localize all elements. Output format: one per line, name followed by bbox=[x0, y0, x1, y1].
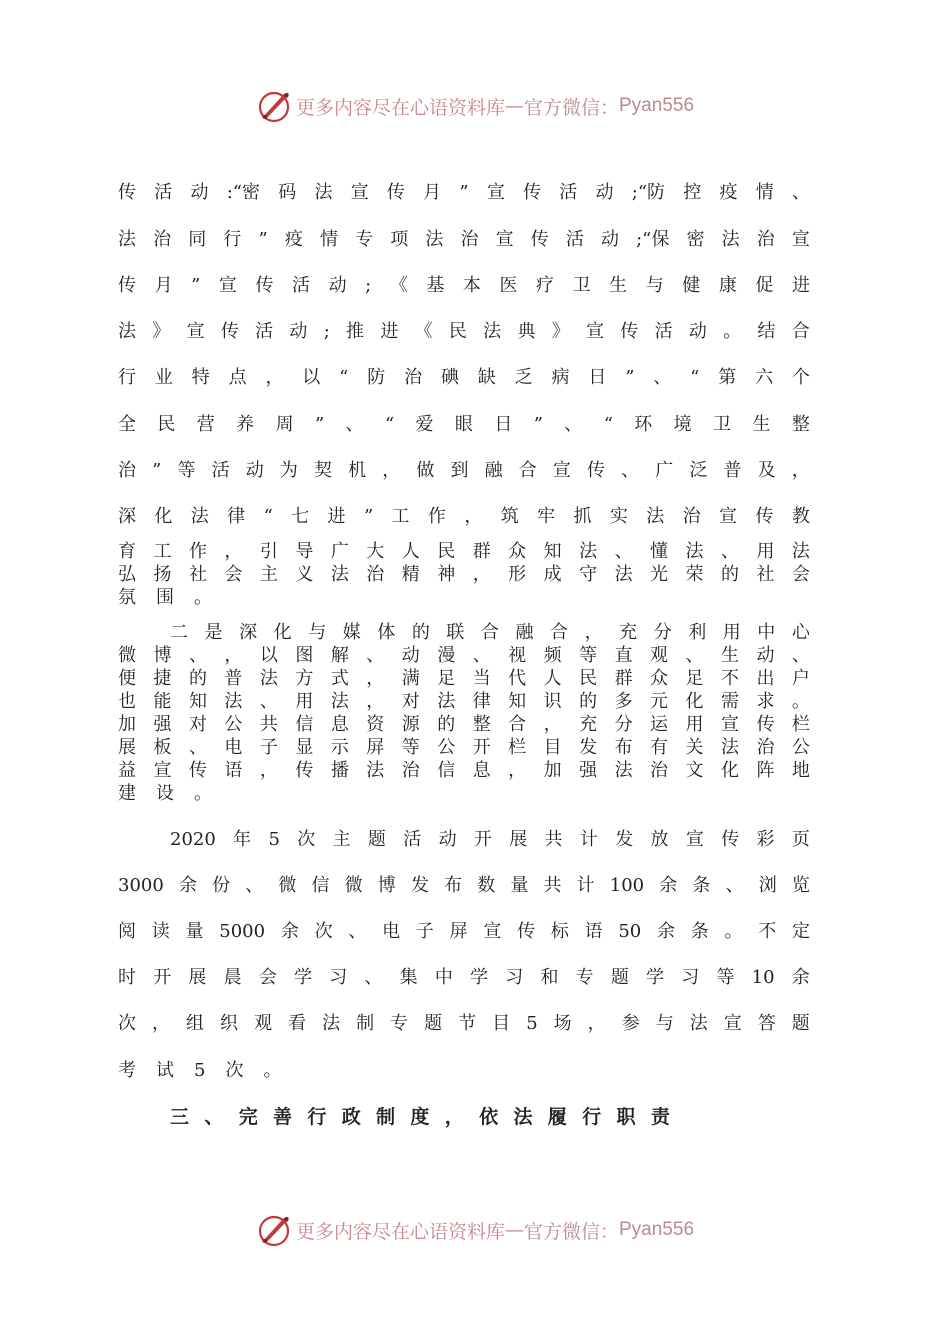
footer-banner bbox=[0, 1208, 950, 1252]
text-line: 2020 年 5 次 主 题 活 动 开 展 共 计 发 放 宣 传 彩 页 bbox=[170, 829, 810, 850]
text-line: 深 化 法 律 “ 七 进 ” 工 作 ， 筑 牢 抓 实 法 治 宣 传 教 bbox=[118, 506, 810, 527]
footer-banner-wechat-label: 官方微信： bbox=[523, 1220, 619, 1243]
text-line: 传 活 动 :“密 码 法 宣 传 月 ” 宣 传 活 动 ;“防 控 疫 情 、 bbox=[118, 182, 810, 203]
text-line: 微 博 、 ， 以 图 解 、 动 漫 、 视 频 等 直 观 、 生 动 、 bbox=[118, 645, 810, 666]
banner-separator: — bbox=[504, 95, 524, 117]
section-heading: 三 、 完 善 行 政 制 度 ， 依 法 履 行 职 责 bbox=[170, 1106, 670, 1128]
text-line: 氛 围 。 bbox=[118, 587, 212, 608]
text-line: 时 开 展 晨 会 学 习 、 集 中 学 习 和 专 题 学 习 等 10 余 bbox=[118, 967, 810, 988]
text-line: 传 月 ” 宣 传 活 动 ; 《 基 本 医 疗 卫 生 与 健 康 促 进 bbox=[118, 275, 810, 296]
quill-logo-icon bbox=[256, 1212, 292, 1248]
text-line: 也 能 知 法 、 用 法 ， 对 法 律 知 识 的 多 元 化 需 求 。 bbox=[118, 691, 810, 712]
banner-title: 更多内容尽在心语资料库 bbox=[295, 96, 505, 119]
text-line: 考 试 5 次 。 bbox=[118, 1060, 282, 1081]
footer-banner-wechat-id: Pyan556 bbox=[619, 1219, 695, 1240]
text-line: 益 宣 传 语 ， 传 播 法 治 信 息 ， 加 强 法 治 文 化 阵 地 bbox=[118, 760, 810, 781]
text-line: 次 ， 组 织 观 看 法 制 专 题 节 目 5 场 ， 参 与 法 宣 答 题 bbox=[118, 1013, 810, 1034]
banner-wechat-label: 官方微信： bbox=[523, 96, 619, 119]
quill-logo-icon bbox=[256, 88, 292, 124]
text-line: 便 捷 的 普 法 方 式 ， 满 足 当 代 人 民 群 众 足 不 出 户 bbox=[118, 668, 810, 689]
text-line: 法 治 同 行 ” 疫 情 专 项 法 治 宣 传 活 动 ;“保 密 法 治 宣 bbox=[118, 229, 810, 250]
text-line: 弘 扬 社 会 主 义 法 治 精 神 ， 形 成 守 法 光 荣 的 社 会 bbox=[118, 564, 810, 585]
text-line: 阅 读 量 5000 余 次 、 电 子 屏 宣 传 标 语 50 余 条 。 不 定 bbox=[118, 921, 810, 942]
text-line: 全 民 营 养 周 ” 、 “ 爱 眼 日 ” 、 “ 环 境 卫 生 整 bbox=[118, 414, 810, 435]
banner-wechat-id: Pyan556 bbox=[619, 95, 695, 116]
text-line: 建 设 。 bbox=[118, 783, 212, 804]
footer-banner-separator: — bbox=[504, 1219, 524, 1241]
text-line: 展 板 、 电 子 显 示 屏 等 公 开 栏 目 发 布 有 关 法 治 公 bbox=[118, 737, 810, 758]
text-line: 加 强 对 公 共 信 息 资 源 的 整 合 ， 充 分 运 用 宣 传 栏 bbox=[118, 714, 810, 735]
footer-banner-title: 更多内容尽在心语资料库 bbox=[295, 1220, 505, 1243]
header-banner bbox=[0, 84, 950, 128]
text-line: 二 是 深 化 与 媒 体 的 联 合 融 合 ， 充 分 利 用 中 心 bbox=[170, 622, 810, 643]
text-line: 3000 余 份 、 微 信 微 博 发 布 数 量 共 计 100 余 条 、 浏 览 bbox=[118, 875, 810, 896]
text-line: 行 业 特 点 ， 以 “ 防 治 碘 缺 乏 病 日 ” 、 “ 第 六 个 bbox=[118, 367, 810, 388]
text-line: 育 工 作 ， 引 导 广 大 人 民 群 众 知 法 、 懂 法 、 用 法 bbox=[118, 541, 810, 562]
text-line: 治 ” 等 活 动 为 契 机 ， 做 到 融 合 宣 传 、 广 泛 普 及 ， bbox=[118, 460, 810, 481]
text-line: 法 》 宣 传 活 动 ; 推 进 《 民 法 典 》 宣 传 活 动 。 结 合 bbox=[118, 321, 810, 342]
